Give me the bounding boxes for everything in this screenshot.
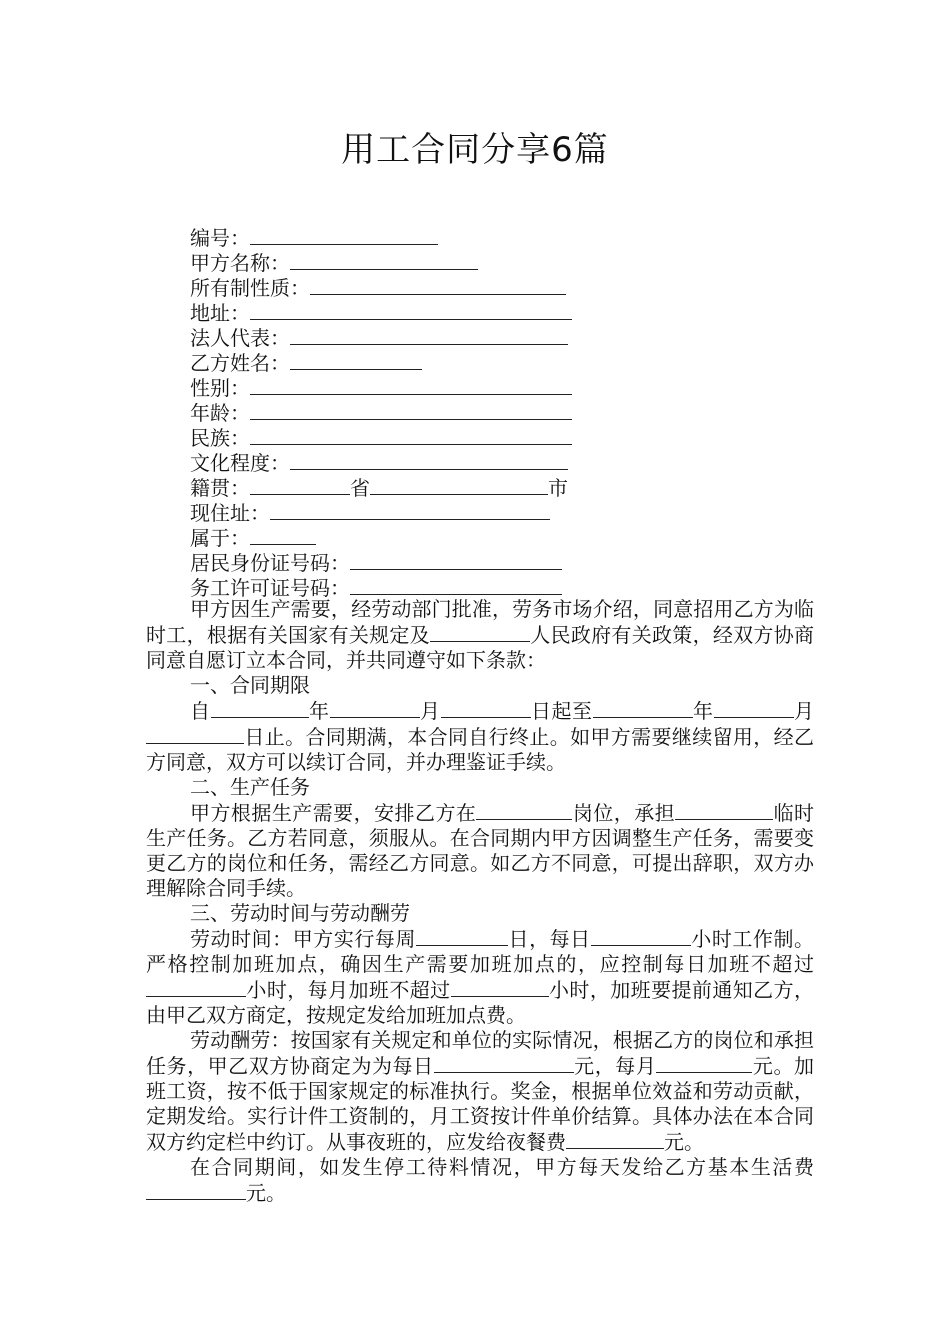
term-text: 日止。合同期满，本合同自行终止。如甲方需要继续留用，经乙方同意，双方可以续订合同，并办理鉴证手续。 [146, 725, 814, 774]
field-label: 年龄： [190, 401, 250, 425]
field-label: 所有制性质： [190, 276, 310, 300]
hours-text: 日，每日 [508, 927, 591, 951]
monthly-overtime-blank[interactable] [451, 977, 549, 997]
night-meal-blank[interactable] [566, 1129, 664, 1149]
intro-paragraph [146, 597, 814, 673]
start-year-blank[interactable] [211, 698, 309, 718]
allowance-text: 在合同期间，如发生停工待料情况，甲方每天发给乙方基本生活费 [190, 1155, 814, 1179]
task-text: 岗位，承担 [572, 801, 676, 825]
field-age [190, 400, 572, 425]
field-belongs-to [190, 525, 572, 550]
field-label: 性别： [190, 376, 250, 400]
work-permit-blank[interactable] [350, 575, 562, 595]
field-native-place [190, 475, 572, 500]
term-text: 年 [692, 699, 714, 723]
field-label: 文化程度： [190, 451, 290, 475]
hours-text: 小时，每月加班不超过 [246, 978, 451, 1002]
hours-per-day-blank[interactable] [591, 926, 691, 946]
field-gender [190, 375, 572, 400]
ownership-blank[interactable] [310, 275, 566, 295]
field-party-a-name [190, 250, 572, 275]
party-b-name-blank[interactable] [290, 350, 422, 370]
position-blank[interactable] [476, 800, 572, 820]
term-paragraph [146, 698, 814, 775]
term-text: 年 [308, 699, 330, 723]
field-label: 籍贯： [190, 476, 250, 500]
allowance-text: 元。 [246, 1181, 286, 1205]
section-heading-task: 二、生产任务 [190, 775, 310, 799]
task-text: 甲方根据生产需要，安排乙方在 [190, 801, 477, 825]
term-text: 自 [190, 699, 211, 723]
number-blank[interactable] [250, 225, 438, 245]
daily-wage-blank[interactable] [434, 1053, 574, 1073]
monthly-wage-blank[interactable] [656, 1053, 752, 1073]
field-label: 甲方名称： [190, 251, 290, 275]
hours-paragraph [146, 926, 814, 1028]
field-label: 属于： [190, 526, 250, 550]
province-blank[interactable] [250, 475, 350, 495]
hours-text: 小时工作制。严格控制加班加点，确因生产需要加班加点的，应控制每日加班不超过 [146, 927, 815, 976]
end-month-blank[interactable] [714, 698, 794, 718]
field-party-b-name [190, 350, 572, 375]
field-legal-rep [190, 325, 572, 350]
pay-text: 元，每月 [573, 1054, 657, 1078]
party-a-name-blank[interactable] [290, 250, 478, 270]
start-day-blank[interactable] [441, 698, 531, 718]
hours-text: 小时，加班要提前通知乙方，由甲乙双方商定，按规定发给加班加点费。 [146, 978, 815, 1027]
hours-text: 劳动时间：甲方实行每周 [190, 927, 416, 951]
daily-overtime-blank[interactable] [146, 977, 246, 997]
field-ownership [190, 275, 572, 300]
term-text: 月 [419, 699, 441, 723]
days-per-week-blank[interactable] [416, 926, 508, 946]
field-label: 法人代表： [190, 326, 290, 350]
age-blank[interactable] [250, 400, 572, 420]
living-allowance-paragraph [146, 1155, 814, 1206]
contract-body [146, 597, 814, 1206]
intro-text-1: 甲方因生产需要，经劳动部门批准，劳务市场介绍，同意招用乙方为临时工，根据有关国家有关规定及 [146, 597, 814, 647]
current-address-blank[interactable] [270, 500, 550, 520]
section-heading-hours-pay: 三、劳动时间与劳动酬劳 [190, 901, 410, 925]
field-label: 现住址： [190, 501, 270, 525]
field-label: 地址： [190, 301, 250, 325]
field-label: 务工许可证号码： [190, 576, 350, 600]
living-allowance-blank[interactable] [146, 1180, 246, 1200]
field-label: 编号： [190, 226, 250, 250]
contract-fields [190, 225, 572, 600]
field-id-number [190, 550, 572, 575]
field-address [190, 300, 572, 325]
education-blank[interactable] [290, 450, 568, 470]
legal-rep-blank[interactable] [290, 325, 568, 345]
field-education [190, 450, 572, 475]
field-current-address [190, 500, 572, 525]
government-blank[interactable] [430, 622, 530, 642]
city-blank[interactable] [370, 475, 548, 495]
end-day-blank[interactable] [146, 724, 244, 744]
task-blank[interactable] [675, 800, 773, 820]
address-blank[interactable] [250, 300, 572, 320]
intro-text-2: 人民政府有关政策，经双方协商同意自愿订立本合同，并共同遵守如下条款： [146, 623, 814, 672]
term-text: 月 [793, 699, 814, 723]
end-year-blank[interactable] [593, 698, 693, 718]
pay-text: 元。 [664, 1130, 704, 1154]
task-paragraph [146, 800, 814, 901]
pay-text: 劳动酬劳：按国家有关规定和单位的实际情况，根据乙方的岗位和承担任务，甲乙双方协商定为为每日 [146, 1028, 814, 1078]
document-title: 用工合同分享6篇 [341, 130, 609, 170]
city-label: 市 [548, 476, 568, 500]
pay-paragraph [146, 1028, 814, 1155]
id-number-blank[interactable] [350, 550, 562, 570]
belongs-to-blank[interactable] [250, 525, 316, 545]
field-number [190, 225, 572, 250]
task-text: 临时生产任务。乙方若同意，须服从。在合同期内甲方因调整生产任务，需要变更乙方的岗位和任务，需经乙方同意。如乙方不同意，可提出辞职，双方办理解除合同手续。 [146, 801, 815, 900]
field-label: 居民身份证号码： [190, 551, 350, 575]
field-label: 乙方姓名： [190, 351, 290, 375]
start-month-blank[interactable] [330, 698, 420, 718]
pay-text: 元。加班工资，按不低于国家规定的标准执行。奖金，根据单位效益和劳动贡献，定期发给。实行计件工资制的，月工资按计件单价结算。具体办法在本合同双方约定栏中约订。从事夜班的，应发给夜餐费 [146, 1054, 815, 1154]
province-label: 省 [350, 476, 370, 500]
ethnicity-blank[interactable] [250, 425, 572, 445]
field-label: 民族： [190, 426, 250, 450]
term-text: 日起至 [530, 699, 593, 723]
field-ethnicity [190, 425, 572, 450]
section-heading-term: 一、合同期限 [190, 673, 310, 697]
gender-blank[interactable] [250, 375, 572, 395]
